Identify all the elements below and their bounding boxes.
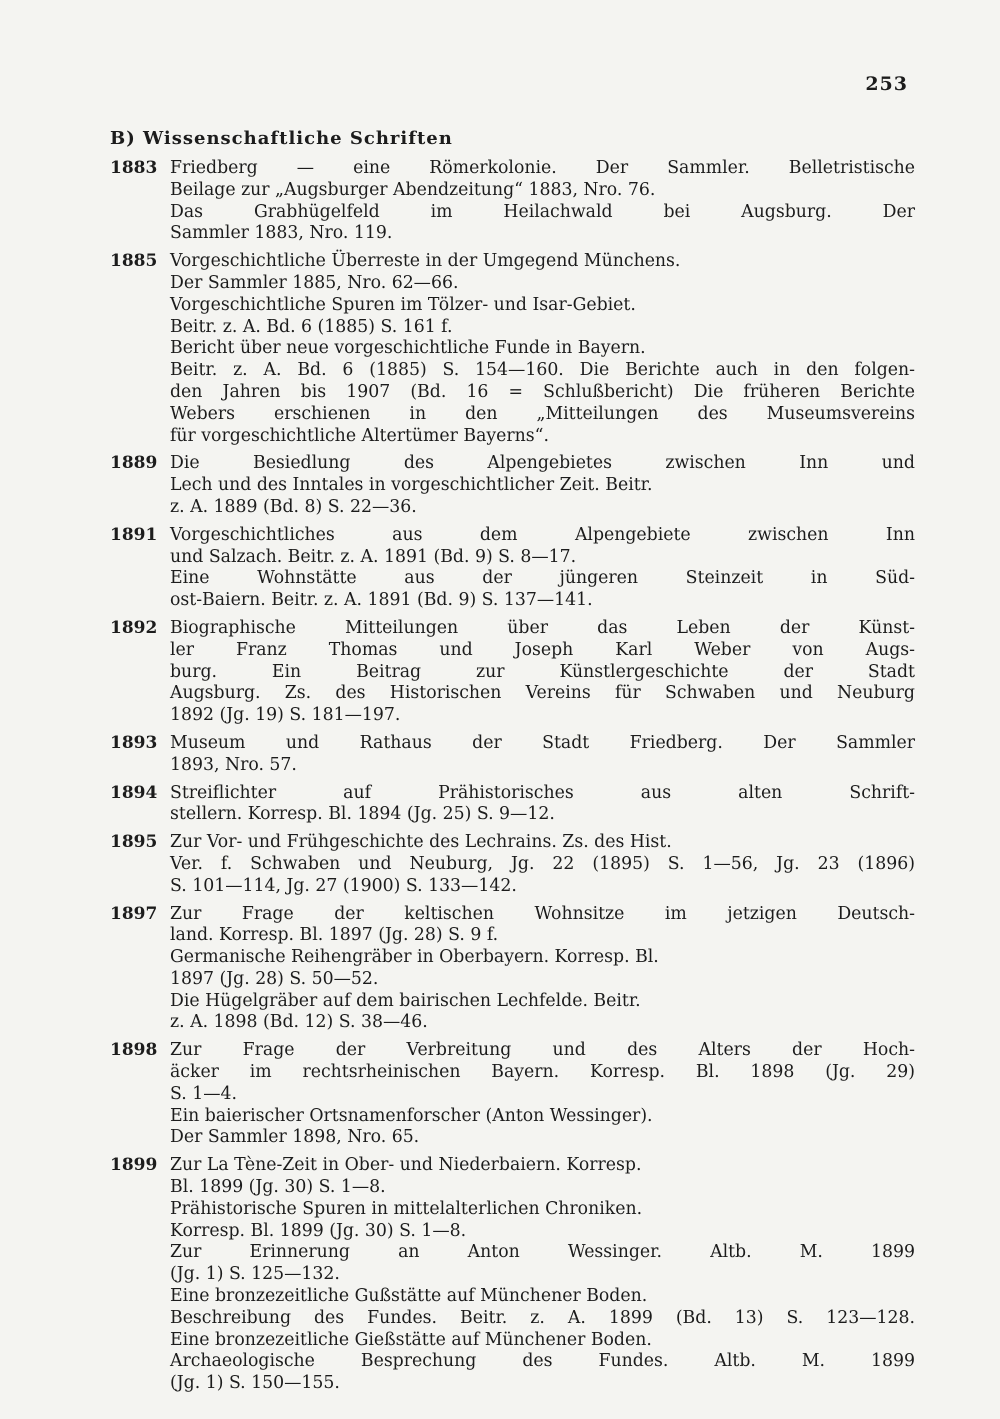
section-heading: B) Wissenschaftliche Schriften [110,128,453,149]
entry-line: Friedberg — eine Römerkolonie. Der Sammler. Belletristische [170,158,915,178]
entry-year: 1894 [110,782,158,803]
entry-line: Beitr. z. A. Bd. 6 (1885) S. 161 f. [170,316,453,337]
entry-line: land. Korresp. Bl. 1897 (Jg. 28) S. 9 f. [170,925,499,946]
entry-line: Der Sammler 1898, Nro. 65. [170,1127,420,1148]
entry-year: 1895 [110,832,158,853]
entry-line: 1892 (Jg. 19) S. 181—197. [170,705,401,726]
entry-line: z. A. 1898 (Bd. 12) S. 38—46. [170,1012,428,1033]
entry-line: Beilage zur „Augsburger Abendzeitung“ 1883, Nro. 76. [170,179,656,200]
entry-line: für vorgeschichtliche Altertümer Bayerns“. [170,425,549,446]
entry-line: Zur Frage der Verbreitung und des Alters der Hoch- [170,1040,915,1061]
entry-line: Zur Erinnerung an Anton Wessinger. Altb. M. 1899 [170,1242,915,1263]
entry-year: 1891 [110,524,158,545]
entry-line: Zur Frage der keltischen Wohnsitze im jetzigen Deutsch- [170,903,915,924]
entry-line: Archaeologische Besprechung des Fundes. Altb. M. 1899 [170,1351,915,1372]
entry-line: Prähistorische Spuren in mittelalterlichen Chroniken. [170,1198,643,1219]
entry-line: äcker im rechtsrheinischen Bayern. Korresp. Bl. 1898 (Jg. 29) [170,1062,915,1083]
entry-line: Zur La Tène-Zeit in Ober- und Niederbaiern. Korresp. [170,1155,642,1176]
entry-line: Bericht über neue vorgeschichtliche Funde in Bayern. [170,338,646,359]
entry-line: Augsburg. Zs. des Historischen Vereins für Schwaben und Neuburg [170,683,915,704]
entry-line: S. 1—4. [170,1083,237,1104]
entry-line: Die Hügelgräber auf dem bairischen Lechfelde. Beitr. [170,990,641,1011]
entry-line: Beschreibung des Fundes. Beitr. z. A. 1899 (Bd. 13) S. 123—128. [170,1307,915,1328]
entry-line: Sammler 1883, Nro. 119. [170,223,393,244]
year-group [110,832,915,897]
entry-line: Biographische Mitteilungen über das Leben der Künst- [170,617,915,638]
entry-year: 1899 [110,1155,158,1176]
entry-line: (Jg. 1) S. 150—155. [170,1373,340,1394]
year-group [110,733,915,777]
entry-line: Webers erschienen in den „Mitteilungen des Museumsvereins [170,403,915,424]
entry-line: Vorgeschichtliche Überreste in der Umgegend Münchens. [170,251,681,272]
year-group [110,453,915,518]
entry-line: S. 101—114, Jg. 27 (1900) S. 133—142. [170,875,517,896]
entry-line: Lech und des Inntales in vorgeschichtlicher Zeit. Beitr. [170,475,653,496]
entry-line: 1893, Nro. 57. [170,754,297,775]
entry-line: Eine Wohnstätte aus der jüngeren Steinzeit in Süd- [170,568,915,589]
entry-line: ler Franz Thomas und Joseph Karl Weber von Augs- [170,639,915,660]
entry-line: Ein baierischer Ortsnamenforscher (Anton Wessinger). [170,1105,653,1126]
entry-lines [170,251,915,447]
entry-line: ost-Baiern. Beitr. z. A. 1891 (Bd. 9) S. 137—141. [170,590,593,611]
entry-line: stellern. Korresp. Bl. 1894 (Jg. 25) S. 9—12. [170,804,555,825]
year-group [110,158,915,245]
entry-lines [170,832,915,897]
entry-line: Streiflichter auf Prähistorisches aus alten Schrift- [170,782,915,803]
entry-line: Die Besiedlung des Alpengebietes zwischen Inn und [170,453,915,474]
year-group [110,783,915,827]
entry-line: Der Sammler 1885, Nro. 62—66. [170,272,459,293]
bibliography-list [110,158,915,1401]
year-group [110,618,915,727]
entry-year: 1883 [110,158,158,178]
entry-line: Museum und Rathaus der Stadt Friedberg. Der Sammler [170,732,915,753]
entry-line: Vorgeschichtliches aus dem Alpengebiete zwischen Inn [170,524,915,545]
entry-line: Ver. f. Schwaben und Neuburg, Jg. 22 (1895) S. 1—56, Jg. 23 (1896) [170,853,915,874]
entry-line: Beitr. z. A. Bd. 6 (1885) S. 154—160. Die Berichte auch in den folgen- [170,360,915,381]
year-group [110,1040,915,1149]
entry-lines [170,904,915,1035]
entry-lines [170,525,915,612]
entry-year: 1893 [110,732,158,753]
entry-line: Germanische Reihengräber in Oberbayern. Korresp. Bl. [170,947,659,968]
entry-line: burg. Ein Beitrag zur Künstlergeschichte der Stadt [170,661,915,682]
entry-line: Eine bronzezeitliche Gußstätte auf Münchener Boden. [170,1286,648,1307]
year-group [110,251,915,447]
entry-year: 1898 [110,1040,158,1061]
page-number: 253 [865,73,908,95]
entry-lines [170,1040,915,1149]
entry-line: Zur Vor- und Frühgeschichte des Lechrains. Zs. des Hist. [170,832,672,853]
entry-line: Vorgeschichtliche Spuren im Tölzer- und Isar-Gebiet. [170,294,636,315]
entry-year: 1885 [110,251,158,272]
year-group [110,1155,915,1395]
entry-line: z. A. 1889 (Bd. 8) S. 22—36. [170,496,417,517]
year-group [110,525,915,612]
entry-line: (Jg. 1) S. 125—132. [170,1264,340,1285]
year-group [110,904,915,1035]
entry-line: Das Grabhügelfeld im Heilachwald bei Augsburg. Der [170,201,915,222]
entry-year: 1897 [110,903,158,924]
entry-lines [170,1155,915,1395]
entry-year: 1889 [110,453,158,474]
entry-lines [170,783,915,827]
entry-line: den Jahren bis 1907 (Bd. 16 = Schlußbericht) Die früheren Berichte [170,381,915,402]
entry-lines [170,618,915,727]
entry-line: Korresp. Bl. 1899 (Jg. 30) S. 1—8. [170,1220,467,1241]
entry-line: Eine bronzezeitliche Gießstätte auf Münchener Boden. [170,1329,652,1350]
entry-lines [170,158,915,245]
entry-line: Bl. 1899 (Jg. 30) S. 1—8. [170,1177,386,1198]
entry-lines [170,453,915,518]
entry-line: und Salzach. Beitr. z. A. 1891 (Bd. 9) S. 8—17. [170,546,577,567]
entry-year: 1892 [110,617,158,638]
entry-lines [170,733,915,777]
entry-line: 1897 (Jg. 28) S. 50—52. [170,968,379,989]
